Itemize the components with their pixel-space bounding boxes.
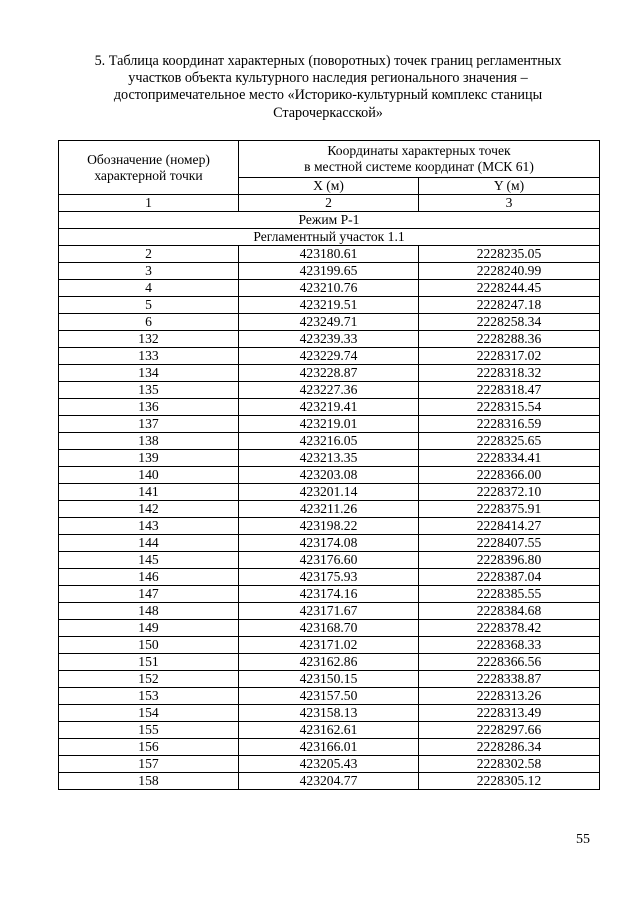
x-coordinate-cell: 423174.08 bbox=[239, 535, 419, 552]
y-coordinate-cell: 2228375.91 bbox=[419, 501, 600, 518]
point-number-cell: 136 bbox=[59, 399, 239, 416]
point-number-cell: 144 bbox=[59, 535, 239, 552]
table-row bbox=[59, 620, 600, 637]
y-coordinate-cell: 2228247.18 bbox=[419, 297, 600, 314]
point-number-cell: 146 bbox=[59, 569, 239, 586]
y-coordinate-cell: 2228396.80 bbox=[419, 552, 600, 569]
header-text: характерной точки bbox=[94, 167, 203, 183]
table-row bbox=[59, 688, 600, 705]
x-coordinate-cell: 423219.41 bbox=[239, 399, 419, 416]
x-coordinate-cell: 423174.16 bbox=[239, 586, 419, 603]
x-coordinate-cell: 423205.43 bbox=[239, 756, 419, 773]
table-row bbox=[59, 365, 600, 382]
y-coordinate-cell: 2228414.27 bbox=[419, 518, 600, 535]
x-coordinate-cell: 423171.02 bbox=[239, 637, 419, 654]
y-coordinate-cell: 2228366.00 bbox=[419, 467, 600, 484]
x-coordinate-cell: 423204.77 bbox=[239, 773, 419, 790]
table-row bbox=[59, 467, 600, 484]
y-coordinate-cell: 2228316.59 bbox=[419, 416, 600, 433]
y-coordinate-cell: 2228334.41 bbox=[419, 450, 600, 467]
page-number: 55 bbox=[576, 832, 590, 847]
x-coordinate-cell: 423199.65 bbox=[239, 263, 419, 280]
column-number: 3 bbox=[419, 195, 600, 212]
point-number-cell: 143 bbox=[59, 518, 239, 535]
point-number-cell: 148 bbox=[59, 603, 239, 620]
x-coordinate-cell: 423216.05 bbox=[239, 433, 419, 450]
x-coordinate-cell: 423201.14 bbox=[239, 484, 419, 501]
point-number-header bbox=[59, 141, 239, 195]
point-number-cell: 5 bbox=[59, 297, 239, 314]
x-coordinate-cell: 423162.86 bbox=[239, 654, 419, 671]
table-row bbox=[59, 484, 600, 501]
point-number-cell: 4 bbox=[59, 280, 239, 297]
x-coordinate-cell: 423210.76 bbox=[239, 280, 419, 297]
point-number-cell: 141 bbox=[59, 484, 239, 501]
y-coordinate-cell: 2228387.04 bbox=[419, 569, 600, 586]
header-text: Координаты характерных точек bbox=[327, 143, 511, 158]
x-coordinate-cell: 423162.61 bbox=[239, 722, 419, 739]
column-number-row bbox=[59, 195, 600, 212]
y-coordinate-cell: 2228368.33 bbox=[419, 637, 600, 654]
y-coordinate-cell: 2228317.02 bbox=[419, 348, 600, 365]
x-coordinate-cell: 423219.51 bbox=[239, 297, 419, 314]
y-coordinate-cell: 2228235.05 bbox=[419, 246, 600, 263]
y-coordinate-cell: 2228318.32 bbox=[419, 365, 600, 382]
x-coordinate-cell: 423158.13 bbox=[239, 705, 419, 722]
point-number-cell: 158 bbox=[59, 773, 239, 790]
point-number-cell: 157 bbox=[59, 756, 239, 773]
y-header: Y (м) bbox=[419, 178, 600, 195]
y-coordinate-cell: 2228325.65 bbox=[419, 433, 600, 450]
table-row bbox=[59, 331, 600, 348]
table-row bbox=[59, 603, 600, 620]
x-coordinate-cell: 423150.15 bbox=[239, 671, 419, 688]
y-coordinate-cell: 2228302.58 bbox=[419, 756, 600, 773]
x-coordinate-cell: 423211.26 bbox=[239, 501, 419, 518]
point-number-cell: 139 bbox=[59, 450, 239, 467]
table-row bbox=[59, 416, 600, 433]
x-coordinate-cell: 423175.93 bbox=[239, 569, 419, 586]
x-coordinate-cell: 423198.22 bbox=[239, 518, 419, 535]
point-number-cell: 154 bbox=[59, 705, 239, 722]
y-coordinate-cell: 2228407.55 bbox=[419, 535, 600, 552]
table-row bbox=[59, 637, 600, 654]
table-row bbox=[59, 314, 600, 331]
y-coordinate-cell: 2228286.34 bbox=[419, 739, 600, 756]
x-coordinate-cell: 423249.71 bbox=[239, 314, 419, 331]
point-number-cell: 152 bbox=[59, 671, 239, 688]
point-number-cell: 132 bbox=[59, 331, 239, 348]
table-title bbox=[60, 53, 596, 122]
header-text: Обозначение (номер) bbox=[87, 151, 210, 167]
point-number-cell: 3 bbox=[59, 263, 239, 280]
mode-label: Режим Р-1 bbox=[59, 212, 600, 229]
column-number: 2 bbox=[239, 195, 419, 212]
table-row bbox=[59, 518, 600, 535]
table-row bbox=[59, 382, 600, 399]
section-label: Регламентный участок 1.1 bbox=[59, 229, 600, 246]
y-coordinate-cell: 2228258.34 bbox=[419, 314, 600, 331]
point-number-cell: 133 bbox=[59, 348, 239, 365]
table-row bbox=[59, 450, 600, 467]
x-header: X (м) bbox=[239, 178, 419, 195]
title-line: достопримечательное место «Историко-культурный комплекс станицы bbox=[113, 87, 543, 104]
point-number-cell: 145 bbox=[59, 552, 239, 569]
x-coordinate-cell: 423228.87 bbox=[239, 365, 419, 382]
table-row bbox=[59, 654, 600, 671]
y-coordinate-cell: 2228240.99 bbox=[419, 263, 600, 280]
x-coordinate-cell: 423176.60 bbox=[239, 552, 419, 569]
point-number-cell: 2 bbox=[59, 246, 239, 263]
x-coordinate-cell: 423180.61 bbox=[239, 246, 419, 263]
x-coordinate-cell: 423157.50 bbox=[239, 688, 419, 705]
point-number-cell: 142 bbox=[59, 501, 239, 518]
table-row bbox=[59, 263, 600, 280]
point-number-cell: 134 bbox=[59, 365, 239, 382]
point-number-cell: 151 bbox=[59, 654, 239, 671]
y-coordinate-cell: 2228372.10 bbox=[419, 484, 600, 501]
title-line: участков объекта культурного наследия регионального значения – bbox=[128, 70, 528, 87]
table-row bbox=[59, 773, 600, 790]
point-number-cell: 6 bbox=[59, 314, 239, 331]
y-coordinate-cell: 2228378.42 bbox=[419, 620, 600, 637]
mode-row bbox=[59, 212, 600, 229]
table-row bbox=[59, 297, 600, 314]
point-number-cell: 153 bbox=[59, 688, 239, 705]
table-row bbox=[59, 348, 600, 365]
table-row bbox=[59, 569, 600, 586]
x-coordinate-cell: 423166.01 bbox=[239, 739, 419, 756]
point-number-cell: 135 bbox=[59, 382, 239, 399]
y-coordinate-cell: 2228288.36 bbox=[419, 331, 600, 348]
coordinates-header bbox=[239, 141, 600, 178]
x-coordinate-cell: 423229.74 bbox=[239, 348, 419, 365]
y-coordinate-cell: 2228297.66 bbox=[419, 722, 600, 739]
table-row bbox=[59, 246, 600, 263]
title-line: Старочеркасской» bbox=[273, 104, 383, 121]
table-row bbox=[59, 433, 600, 450]
section-row bbox=[59, 229, 600, 246]
table-row bbox=[59, 705, 600, 722]
y-coordinate-cell: 2228385.55 bbox=[419, 586, 600, 603]
x-coordinate-cell: 423213.35 bbox=[239, 450, 419, 467]
header-row bbox=[59, 141, 600, 178]
table-row bbox=[59, 535, 600, 552]
x-coordinate-cell: 423203.08 bbox=[239, 467, 419, 484]
x-coordinate-cell: 423227.36 bbox=[239, 382, 419, 399]
table-row bbox=[59, 671, 600, 688]
table-row bbox=[59, 739, 600, 756]
point-number-cell: 150 bbox=[59, 637, 239, 654]
header-text: в местной системе координат (МСК 61) bbox=[304, 159, 534, 174]
table-row bbox=[59, 501, 600, 518]
y-coordinate-cell: 2228305.12 bbox=[419, 773, 600, 790]
coordinates-table bbox=[58, 140, 600, 790]
point-number-cell: 155 bbox=[59, 722, 239, 739]
y-coordinate-cell: 2228313.49 bbox=[419, 705, 600, 722]
y-coordinate-cell: 2228366.56 bbox=[419, 654, 600, 671]
point-number-cell: 147 bbox=[59, 586, 239, 603]
y-coordinate-cell: 2228244.45 bbox=[419, 280, 600, 297]
point-number-cell: 137 bbox=[59, 416, 239, 433]
point-number-cell: 149 bbox=[59, 620, 239, 637]
table-row bbox=[59, 756, 600, 773]
x-coordinate-cell: 423171.67 bbox=[239, 603, 419, 620]
table-row bbox=[59, 280, 600, 297]
title-line: 5. Таблица координат характерных (поворотных) точек границ регламентных bbox=[94, 53, 562, 69]
x-coordinate-cell: 423239.33 bbox=[239, 331, 419, 348]
point-number-cell: 138 bbox=[59, 433, 239, 450]
x-coordinate-cell: 423168.70 bbox=[239, 620, 419, 637]
x-coordinate-cell: 423219.01 bbox=[239, 416, 419, 433]
point-number-cell: 140 bbox=[59, 467, 239, 484]
y-coordinate-cell: 2228338.87 bbox=[419, 671, 600, 688]
table-row bbox=[59, 552, 600, 569]
y-coordinate-cell: 2228315.54 bbox=[419, 399, 600, 416]
column-number: 1 bbox=[59, 195, 239, 212]
table-row bbox=[59, 399, 600, 416]
point-number-cell: 156 bbox=[59, 739, 239, 756]
table-row bbox=[59, 586, 600, 603]
y-coordinate-cell: 2228318.47 bbox=[419, 382, 600, 399]
y-coordinate-cell: 2228384.68 bbox=[419, 603, 600, 620]
table-row bbox=[59, 722, 600, 739]
y-coordinate-cell: 2228313.26 bbox=[419, 688, 600, 705]
